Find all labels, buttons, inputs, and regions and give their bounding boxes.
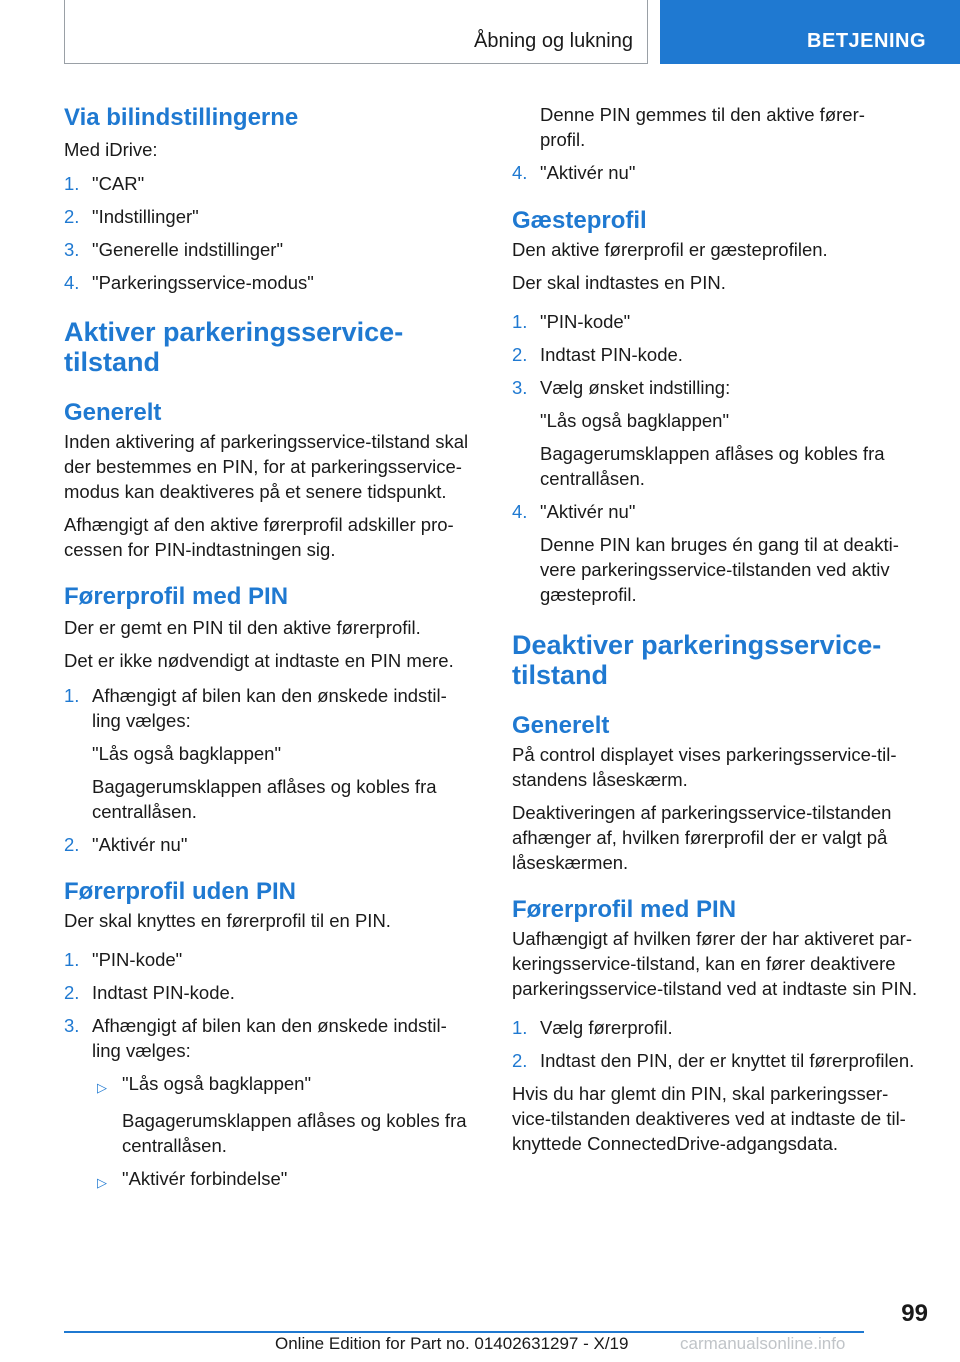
bullet-text: "Aktivér forbindelse"	[122, 1168, 288, 1189]
with-pin-paragraph-2: Det er ikke nødvendigt at indtaste en PIN mere.	[64, 650, 454, 671]
step-number: 2.	[64, 834, 80, 855]
step-number: 4.	[512, 501, 528, 522]
with-pin-paragraph-1: Der er gemt en PIN til den aktive førerprofil.	[64, 617, 421, 638]
text-line: Afhængigt af bilen kan den ønskede indstil-	[92, 1015, 447, 1036]
activate-heading-line-1: Aktiver parkeringsservice-	[64, 317, 404, 347]
step-number: 3.	[64, 239, 80, 260]
guest-steps	[512, 309, 932, 607]
via-settings-heading: Via bilindstillingerne	[64, 104, 299, 131]
triangle-right-icon: ▷	[97, 1175, 107, 1190]
text-line: standens låseskærm.	[512, 769, 688, 790]
step-text: Indtast PIN-kode.	[92, 982, 235, 1003]
text-line: låseskærmen.	[512, 852, 629, 873]
step-text: "Aktivér nu"	[540, 162, 636, 183]
step-sub-text	[540, 441, 932, 491]
text-line: gæsteprofil.	[540, 584, 637, 605]
list-item	[64, 270, 482, 295]
with-pin-heading: Førerprofil med PIN	[64, 583, 289, 610]
step-text: "Indstillinger"	[92, 206, 199, 227]
step-number: 2.	[64, 206, 80, 227]
with-pin-steps	[512, 1015, 932, 1073]
step-number: 1.	[512, 1017, 528, 1038]
list-item	[512, 375, 932, 400]
without-pin-steps	[64, 947, 482, 1195]
text-line: Bagagerumsklappen aflåses og kobles fra	[122, 1110, 467, 1131]
general-paragraph-1	[512, 742, 932, 792]
list-item	[64, 947, 482, 972]
step-text: "Aktivér nu"	[92, 834, 188, 855]
guest-paragraph-1: Den aktive førerprofil er gæsteprofilen.	[512, 239, 828, 260]
general-heading: Generelt	[64, 399, 162, 426]
step-text: Indtast PIN-kode.	[540, 344, 683, 365]
text-line: Bagagerumsklappen aflåses og kobles fra	[92, 776, 437, 797]
text-line: afhænger af, hvilken førerprofil der er valgt på	[512, 827, 888, 848]
text-line: profil.	[540, 129, 586, 150]
text-line: Uafhængigt af hvilken fører der har aktiveret par-	[512, 928, 912, 949]
step-text: "Aktivér nu"	[540, 501, 636, 522]
step-number: 2.	[512, 344, 528, 365]
list-item	[64, 683, 482, 733]
step-text: "PIN-kode"	[92, 949, 183, 970]
step-number: 3.	[512, 377, 528, 398]
left-column	[64, 98, 482, 1195]
step-number: 1.	[64, 949, 80, 970]
deactivate-heading-line-1: Deaktiver parkeringsservice-	[512, 630, 882, 660]
forgot-pin-paragraph	[512, 1081, 932, 1156]
list-item	[512, 160, 932, 185]
bullet-text: "Lås også bagklappen"	[122, 1073, 312, 1094]
header-section-box	[64, 0, 648, 64]
right-column	[512, 102, 932, 1156]
text-line: Afhængigt af bilen kan den ønskede indstil-	[92, 685, 447, 706]
step-number: 3.	[64, 1015, 80, 1036]
step-sub-text	[540, 532, 932, 607]
step-number: 4.	[64, 272, 80, 293]
guest-paragraph-2: Der skal indtastes en PIN.	[512, 272, 726, 293]
list-item	[64, 204, 482, 229]
bullet-item	[92, 1071, 482, 1100]
deactivate-heading	[512, 630, 932, 690]
footer-divider	[64, 1331, 864, 1333]
step-text: Vælg ønsket indstilling:	[540, 377, 731, 398]
step-text: "Generelle indstillinger"	[92, 239, 284, 260]
list-item	[64, 980, 482, 1005]
text-line: centrallåsen.	[92, 801, 197, 822]
text-line: vere parkeringsservice-tilstanden ved aktiv	[540, 559, 890, 580]
activate-heading	[64, 317, 482, 377]
step-text	[92, 1013, 482, 1063]
step-number: 1.	[512, 311, 528, 332]
with-pin-heading: Førerprofil med PIN	[512, 896, 737, 923]
general-paragraph-2	[512, 800, 932, 875]
without-pin-paragraph: Der skal knyttes en førerprofil til en PIN.	[64, 910, 391, 931]
with-pin-steps	[64, 683, 482, 857]
text-line: modus kan deaktiveres på et senere tidspunkt.	[64, 481, 447, 502]
text-line: knyttede ConnectedDrive-adgangsdata.	[512, 1133, 839, 1154]
triangle-right-icon: ▷	[97, 1080, 107, 1095]
header-chapter-tab	[660, 0, 960, 64]
text-line: På control displayet vises parkeringsservice-til-	[512, 744, 897, 765]
step-number: 1.	[64, 173, 80, 194]
general-heading: Generelt	[512, 712, 610, 739]
text-line: parkeringsservice-tilstand ved at indtaste sin PIN.	[512, 978, 918, 999]
via-settings-steps	[64, 171, 482, 295]
step-sub-text: "Lås også bagklappen"	[540, 410, 730, 431]
step-number: 2.	[64, 982, 80, 1003]
deactivate-heading-line-2: tilstand	[512, 660, 609, 690]
footer-edition: Online Edition for Part no. 01402631297 - X/19	[275, 1334, 629, 1353]
text-line: centrallåsen.	[122, 1135, 227, 1156]
text-line: Denne PIN kan bruges én gang til at deakti-	[540, 534, 899, 555]
text-line: der bestemmes en PIN, for at parkeringsservice-	[64, 456, 462, 477]
list-item	[64, 171, 482, 196]
guest-profile-heading: Gæsteprofil	[512, 207, 647, 234]
step-text: "CAR"	[92, 173, 145, 194]
step-number: 1.	[64, 685, 80, 706]
list-item	[512, 309, 932, 334]
continued-step-text	[540, 102, 932, 152]
text-line: ling vælges:	[92, 1040, 191, 1061]
text-line: vice-tilstanden deaktiveres ved at indtaste de til-	[512, 1108, 906, 1129]
text-line: Hvis du har glemt din PIN, skal parkeringsser-	[512, 1083, 889, 1104]
via-settings-intro: Med iDrive:	[64, 139, 158, 160]
general-paragraph-1	[64, 429, 482, 504]
list-item	[512, 1048, 932, 1073]
bullet-item	[92, 1166, 482, 1195]
step-text: Indtast den PIN, der er knyttet til førerprofilen.	[540, 1050, 915, 1071]
text-line: cessen for PIN-indtastningen sig.	[64, 539, 336, 560]
without-pin-heading: Førerprofil uden PIN	[64, 878, 297, 905]
text-line: Afhængigt af den aktive førerprofil adskiller pro-	[64, 514, 454, 535]
page-number: 99	[901, 1300, 928, 1327]
with-pin-paragraph	[512, 926, 932, 1001]
list-item	[64, 237, 482, 262]
footer-watermark: carmanualsonline.info	[680, 1334, 846, 1353]
list-item	[512, 1015, 932, 1040]
general-paragraph-2	[64, 512, 482, 562]
step-number: 2.	[512, 1050, 528, 1071]
header-chapter-title: BETJENING	[807, 30, 926, 52]
list-item	[64, 832, 482, 857]
list-item	[512, 499, 932, 524]
activate-heading-line-2: tilstand	[64, 347, 161, 377]
text-line: Denne PIN gemmes til den aktive fører-	[540, 104, 865, 125]
text-line: centrallåsen.	[540, 468, 645, 489]
step-number: 4.	[512, 162, 528, 183]
step-text: "PIN-kode"	[540, 311, 631, 332]
text-line: ling vælges:	[92, 710, 191, 731]
list-item	[64, 1013, 482, 1063]
step-sub-text	[92, 774, 482, 824]
text-line: Bagagerumsklappen aflåses og kobles fra	[540, 443, 885, 464]
bullet-sub-text	[122, 1108, 482, 1158]
text-line: Deaktiveringen af parkeringsservice-tilstanden	[512, 802, 892, 823]
step-text: Vælg førerprofil.	[540, 1017, 673, 1038]
step-text	[92, 683, 482, 733]
list-item	[512, 342, 932, 367]
text-line: keringsservice-tilstand, kan en fører deaktivere	[512, 953, 896, 974]
text-line: Inden aktivering af parkeringsservice-tilstand skal	[64, 431, 469, 452]
step-text: "Parkeringsservice-modus"	[92, 272, 314, 293]
header-section-title: Åbning og lukning	[473, 30, 633, 52]
step-sub-text: "Lås også bagklappen"	[92, 743, 282, 764]
